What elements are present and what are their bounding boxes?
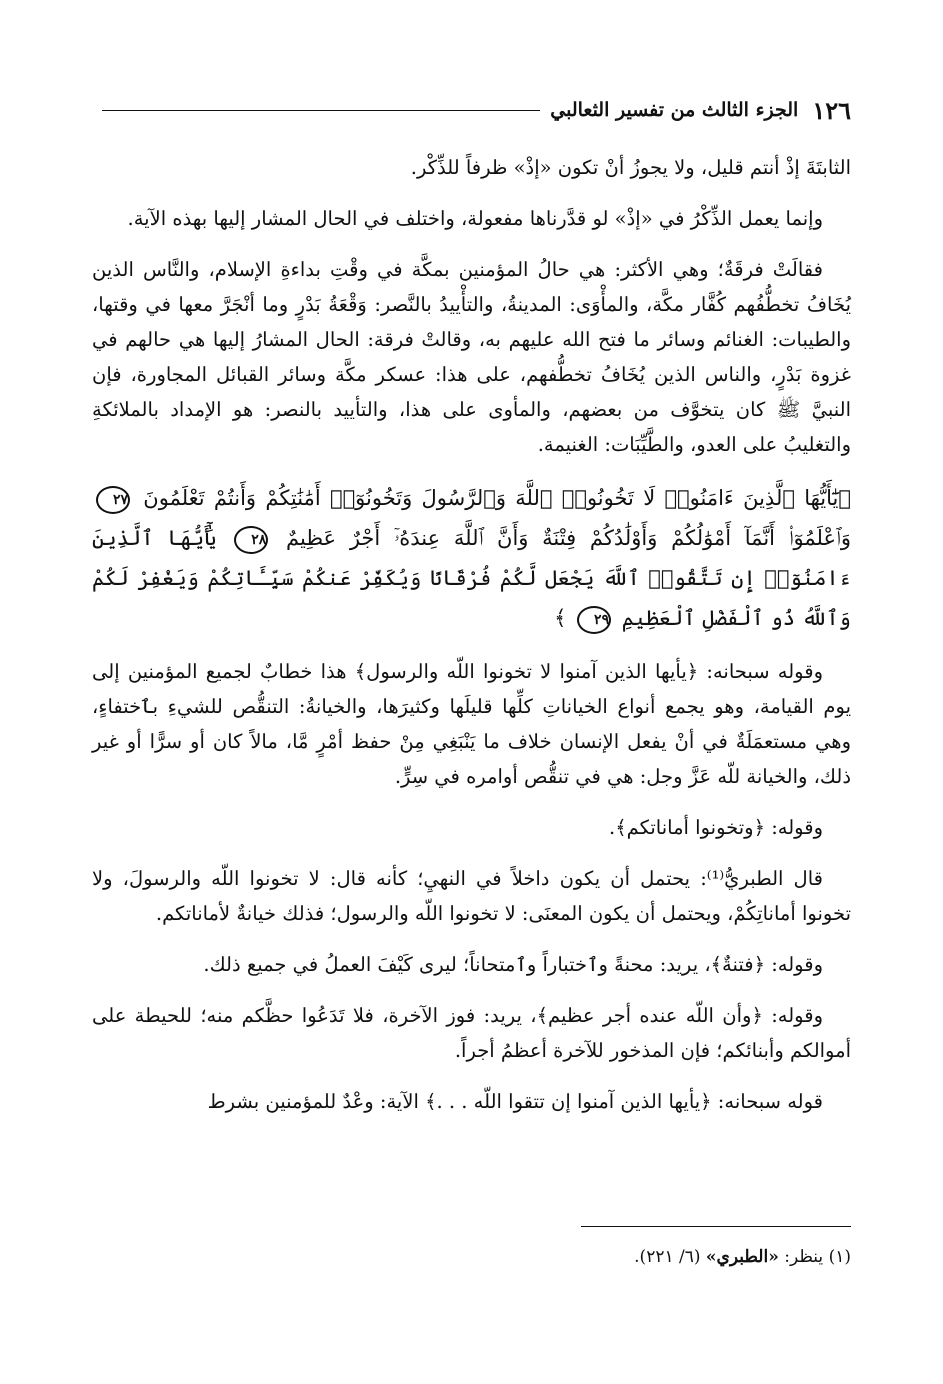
paragraph: الثابتَةَ إذْ أنتم قليل، ولا يجوزُ أنْ تكون «إذْ» ظرفاً للذِّكْر. <box>410 156 851 179</box>
commentary-paragraph: وقوله: ﴿وأن اللّه عنده أجر عظيم﴾، يريد: فوز الآخرة، فلا تَدَعُوا حظَّكم منه؛ للحيطة على أموالكم وأبنائكم؛ فإن المذخور للآخرة أعظمُ أجراً. <box>92 1004 851 1062</box>
page-number: ١٢٦ <box>812 95 851 125</box>
paragraph: فقالَتْ فرقَةٌ؛ وهي الأكثر: هي حالُ المؤمنين بمكَّة في وقْتِ بداءةِ الإسلام، والنَّاس الذين يُخَافُ تخطُّفُهم كُفَّار مكَّة، والمأْوَى: المدينةُ، والتأْييدُ بالنَّصر: وَقْعَةُ بَدْرٍ وما أنْجَرَّ معها في وقتها، والطيبات: الغنائم وسائر ما فتح الله عليهم به، وقالتْ فرقة: الحال المشارُ إليها هي حالهم في غزوة بَدْرٍ، والناس الذين يُخَافُ تخطُّفهم، على هذا: عسكر مكَّة وسائر القبائل المجاورة، فإن النبيَّ ﷺ كان يتخوَّف من بعضهم، والمأوى على هذا، والتأييد بالنصر: هو الإمداد بالملائكةِ والتغليبُ على العدو، والطَّيِّبَات: الغنيمة. <box>92 258 851 456</box>
main-text <box>92 150 851 1135</box>
footnote-number: (١) <box>828 1247 851 1267</box>
quran-verse-28: وَٱعْلَمُوٓا۟ أَنَّمَآ أَمْوَٰلُكُمْ وَأَوْلَٰدُكُمْ فِتْنَةٌ وَأَنَّ ٱللَّهَ عِندَهُۥٓ أَجْرٌ عَظِيمٌ <box>286 526 851 550</box>
footnote-prefix: ينظر: <box>784 1247 824 1267</box>
quran-verses <box>92 478 851 638</box>
quran-closing-bracket: ﴾ <box>554 606 567 630</box>
commentary-paragraph: قال الطبريُّ⁽¹⁾: يحتمل أن يكون داخلاً في النهيِ؛ كأنه قال: لا تخونوا اللّه والرسولَ، ولا تخونوا أماناتِكُمْ، ويحتمل أن يكون المعنَى: لا تخونوا اللّه والرسول؛ فذلك خيانةٌ لأماناتكم. <box>92 867 851 925</box>
quran-verse-27: ﴿يَٰٓأَيُّهَا ٱلَّذِينَ ءَامَنُوا۟ لَا تَخُونُوا۟ ٱللَّهَ وَٱلرَّسُولَ وَتَخُونُوٓا۟ أَمَٰنَٰتِكُمْ وَأَنتُمْ تَعْلَمُونَ <box>143 486 851 510</box>
footnote-separator <box>581 1226 851 1227</box>
paragraph: وإنما يعمل الذِّكْرُ في «إذْ» لو قدَّرناها مفعولة، واختلف في الحال المشار إليها بهذه الآية. <box>127 207 823 230</box>
footnote-reference: (٦/ ٢٢١). <box>634 1247 701 1267</box>
quran-verse-29: يَٰٓأَيُّهَا ٱلَّذِينَ ءَامَنُوٓا۟ إِن تَتَّقُوا۟ ٱللَّهَ يَجْعَل لَّكُمْ فُرْقَانًا وَيُكَفِّرْ عَنكُمْ سَيِّـَٔاتِكُمْ وَيَغْفِرْ لَكُمْ وَٱللَّهُ ذُو ٱلْفَضْلِ ٱلْعَظِيمِ <box>92 526 851 630</box>
page-header <box>92 92 851 128</box>
commentary-paragraph: وقوله: ﴿وتخونوا أماناتكم﴾. <box>609 816 823 839</box>
verse-number-marker: ٢٩ <box>577 606 611 634</box>
header-rule <box>102 110 540 111</box>
verse-number-marker: ٢٨ <box>234 526 268 554</box>
commentary-paragraph: وقوله سبحانه: ﴿يأيها الذين آمنوا لا تخونوا اللّه والرسول﴾ هذا خطابٌ لجميع المؤمنين إلى يوم القيامة، وهو يجمع أنواع الخياناتِ كلِّها قليلَها وكثيرَها، والخيانةُ: التنقُّص للشيءِ بٱختفاءٍ، وهي مستعمَلَةٌ في أنْ يفعل الإنسان خلاف ما يَنْبَغِي مِنْ حفظ أمْرٍ مَّا، مالاً كان أو سرًّا أو غير ذلك، والخيانة للّه عَزَّ وجل: هي في تنقُّص أوامره في سِرٍّ. <box>92 660 851 788</box>
commentary-paragraph: قوله سبحانه: ﴿يأيها الذين آمنوا إن تتقوا اللّه . . .﴾ الآية: وعْدٌ للمؤمنين بشرط <box>207 1090 823 1113</box>
verse-number-marker: ٢٧ <box>96 486 130 514</box>
footnote <box>92 1244 851 1270</box>
running-title: الجزء الثالث من تفسير الثعالبي <box>550 99 799 121</box>
footnote-source: «الطبري» <box>705 1247 779 1267</box>
commentary-paragraph: وقوله: ﴿فتنةٌ﴾، يريد: محنةً وٱختباراً وٱمتحاناً؛ ليرى كَيْفَ العملُ في جميع ذلك. <box>203 953 823 976</box>
